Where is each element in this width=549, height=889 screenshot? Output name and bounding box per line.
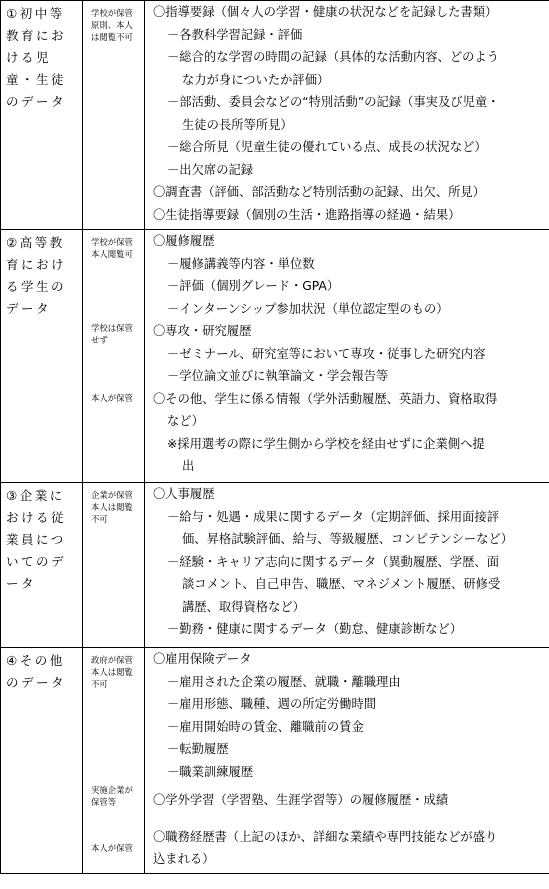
content-line: 出 [182,459,195,473]
content-line: －履修講義等内容・単位数 [167,256,315,271]
custody-note: は閲覧不可 [91,32,133,42]
category-cell [1,1,83,230]
content-line: －勤務・健康に関するデータ（勤怠、健康診断など） [167,622,463,636]
table-row [1,483,549,648]
content-line: －総合所見（児童生徒の優れている点、成長の状況など） [167,140,487,154]
custody-note: 学校は保管 [91,323,133,333]
category-label: ①初中等教育における児童・生徒のデータ [6,6,67,109]
custody-note: 学校が保管 [91,8,133,18]
content-line: 〇専攻・研究履歴 [153,324,252,338]
content-line: 込まれる） [153,852,215,866]
content-line: 〇学外学習（学習塾、生涯学習等）の履修履歴・成績 [153,793,449,807]
content-line: －ゼミナール、研究室等において専攻・従事した研究内容 [167,346,486,361]
content-cell [145,648,549,874]
category-cell [1,483,83,648]
content-line: －評価（個別グレード・GPA） [167,279,340,293]
category-cell [1,648,83,874]
content-line: 〇雇用保険データ [153,652,252,666]
custody-note: 企業が保管 [91,490,133,500]
custody-cell [83,648,145,874]
content-line: 〇履修履歴 [153,234,215,248]
custody-note: 本人閲覧可 [91,249,133,259]
category-label: ④その他のデータ [6,653,67,690]
content-line: 価、昇格試験評価、給与、等級履歴、コンピテンシーなど） [182,532,514,546]
content-line: な力が身についたか評価） [182,72,330,87]
content-cell [145,230,549,483]
content-line: －雇用開始時の賃金、離職前の賃金 [167,719,364,734]
content-line: 〇職務経歴書（上記のほか、詳細な業績や専門技能などが盛り [153,829,498,844]
content-line: －転勤履歴 [167,742,229,756]
custody-note: 政府が保管 [91,655,133,665]
category-label: ②高等教育における学生のデータ [6,235,67,316]
custody-note: 不可 [91,679,108,689]
content-line: 〇調査書（評価、部活動など特別活動の記録、出欠、所見） [153,185,486,199]
content-line: 〇指導要録（個々人の学習・健康の状況などを記録した書類） [153,5,498,19]
custody-note: せず [91,335,108,345]
custody-note: 本人は閲覧 [91,667,133,677]
content-line: －出欠席の記録 [167,162,254,177]
content-line: －職業訓練履歴 [167,764,254,779]
category-label: ③企業における従業員についてのデータ [6,488,67,591]
content-line: 〇生徒指導要録（個別の生活・進路指導の経過・結果） [153,207,461,222]
content-line: 生徒の長所等所見） [182,117,293,132]
custody-note: 不可 [91,514,108,524]
content-line: －給与・処遇・成果に関するデータ（定期評価、採用面接評 [167,509,500,524]
custody-note: 本人が保管 [91,393,133,403]
content-line: ※採用選考の際に学生側から学校を経由せずに企業側へ提 [167,436,485,451]
content-line: －雇用された企業の履歴、就職・離職理由 [167,674,401,689]
content-line: －部活動、委員会などの“特別活動”の記録（事実及び児童・ [167,95,500,109]
content-line: 談コメント、自己申告、職歴、マネジメント履歴、研修受 [182,577,501,591]
custody-cell [83,230,145,483]
table-row [1,1,549,230]
content-line: －雇用形態、職種、週の所定労働時間 [167,697,377,711]
custody-note: 学校が保管 [91,237,133,247]
content-line: －総合的な学習の時間の記録（具体的な活動内容、どのよう [167,50,500,64]
content-line: など） [167,414,204,428]
category-cell [1,230,83,483]
content-cell [145,483,549,648]
content-line: －学位論文並びに執筆論文・学会報告等 [167,369,389,383]
content-line: －各教科学習記録・評価 [167,27,303,42]
content-line: 〇その他、学生に係る情報（学外活動履歴、英語力、資格取得 [153,391,498,406]
custody-cell [83,483,145,648]
custody-note: 原則、本人 [91,20,133,30]
content-line: 講歴、取得資格など） [182,599,305,614]
content-line: －インターンシップ参加状況（単位認定型のもの） [167,301,449,316]
custody-note: 本人は閲覧 [91,502,133,512]
content-line: 〇人事履歴 [153,487,215,501]
table-row [1,230,549,483]
content-cell [145,1,549,230]
custody-cell [83,1,145,230]
table-row [1,648,549,874]
content-line: －経験・キャリア志向に関するデータ（異動履歴、学歴、面 [167,554,500,569]
custody-note: 保管等 [91,797,117,807]
custody-note: 実施企業が [91,785,133,795]
custody-note: 本人が保管 [91,843,133,853]
